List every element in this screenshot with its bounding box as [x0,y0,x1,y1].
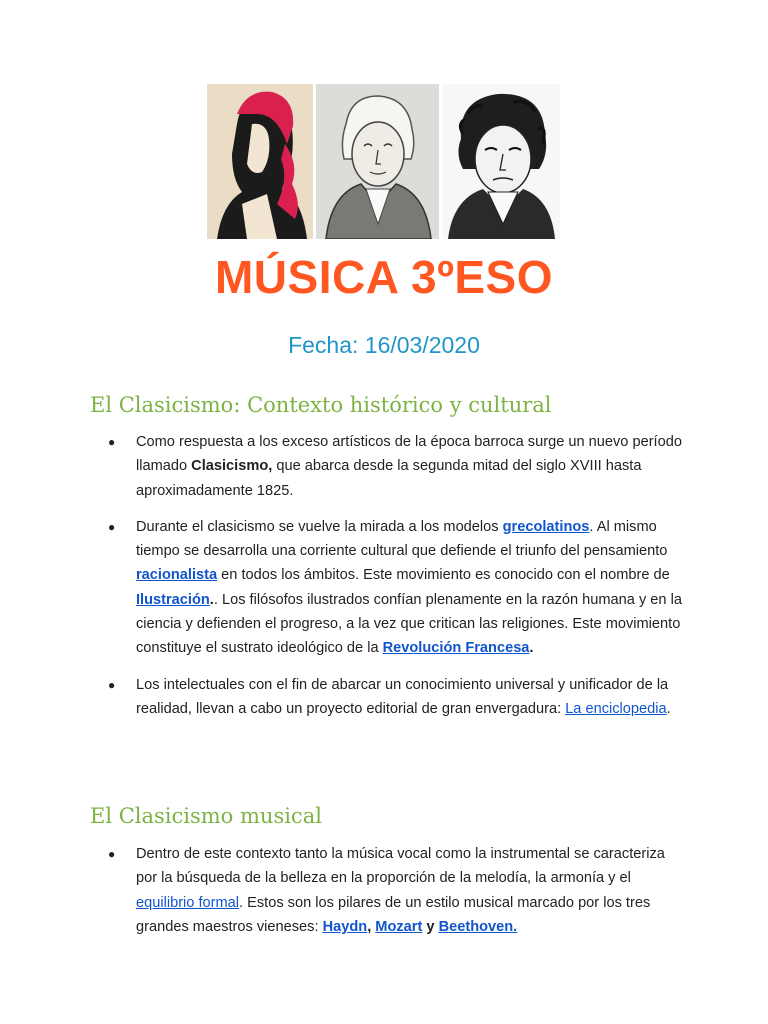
text: Como respuesta a los exceso artísticos de la época barroca surge un nuevo período llamado [136,434,682,475]
page-title: MÚSICA 3ºESO [214,251,554,303]
text: Durante el clasicismo se vuelve la mirada a los modelos [136,518,503,535]
bullet-icon: ● [108,847,116,861]
text: . [209,591,214,608]
term-clasicismo: Clasicismo, [191,458,273,475]
list-item [90,842,690,939]
link-ilustracion[interactable]: Ilustración [136,591,210,608]
text: que abarca desde la segunda mitad del siglo XVIII hasta aproximadamente 1825. [136,458,642,499]
text: Los intelectuales con el fin de abarcar un conocimiento universal y unificador de la realidad, llevan a cabo un proyecto editorial de gran envergadura: [136,676,669,717]
text: y [422,918,439,935]
link-la-enciclopedia[interactable]: La enciclopedia [565,700,667,717]
musical-bullet-list [90,842,690,951]
list-item [90,430,690,503]
beethoven-portrait-icon [443,84,560,239]
list-item [90,515,690,661]
bullet-icon: ● [108,677,116,692]
text: . Los filósofos ilustrados confían plenamente en la razón humana y en la ciencia y defienden el progreso, a la vez que critican las religiones. Este movimiento constituye el sustrato ideológico de la [136,591,682,657]
link-equilibrio-formal[interactable]: equilibrio formal [136,894,240,911]
link-mozart[interactable]: Mozart [375,918,423,935]
haydn-portrait-icon [316,84,439,239]
text: . Estos son los pilares de un estilo musical marcado por los tres grandes maestros vieneses: [136,894,651,935]
date-line: Fecha: 16/03/2020 [288,332,480,358]
link-beethoven[interactable]: Beethoven. [438,918,518,935]
link-racionalista[interactable]: racionalista [136,567,218,584]
text: , [367,918,376,935]
text: . [529,640,534,657]
list-item [90,673,690,722]
bullet-icon: ● [108,435,116,449]
text: en todos los ámbitos. Este movimiento es conocido con el nombre de [217,567,670,584]
link-grecolatinos[interactable]: grecolatinos [502,518,590,535]
text: Dentro de este contexto tanto la música vocal como la instrumental se caracteriza por la búsqueda de la belleza en la proporción de la melodía, la armonía y el [136,846,665,887]
composer-portraits [207,84,560,239]
text: . [666,700,671,717]
context-bullet-list [90,430,690,733]
bullet-icon: ● [108,519,116,534]
link-revolucion-francesa[interactable]: Revolución Francesa [382,640,530,657]
link-haydn[interactable]: Haydn [322,918,368,935]
text: . Al mismo tiempo se desarrolla una corriente cultural que defiende el triunfo del pensamiento [136,518,668,560]
section-heading-context: El Clasicismo: Contexto histórico y cultural [90,393,552,417]
section-heading-musical: El Clasicismo musical [90,804,322,828]
mozart-portrait-icon [207,84,313,239]
